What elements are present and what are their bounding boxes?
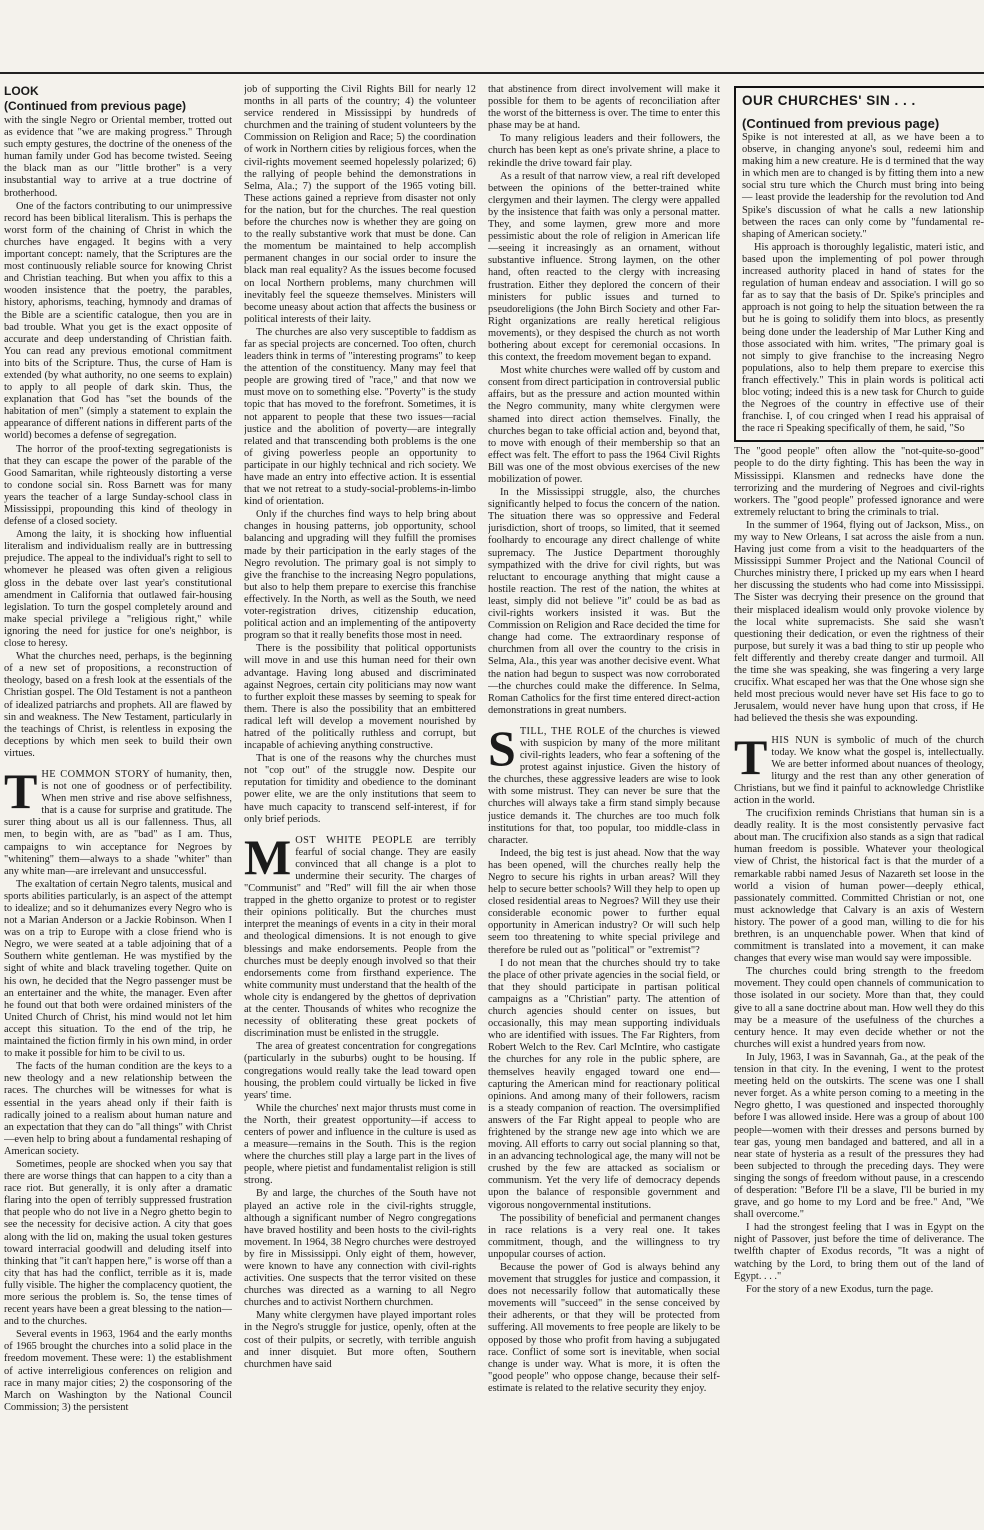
lead-in: HIS NUN: [771, 734, 819, 746]
dropcap-paragraph: [488, 719, 720, 847]
paragraph: That is one of the reasons why the churches must not "cop out" of the struggle now. Despite our reputation for timidity and obedience to the dominant power elite, we are the only institutions that seem to have much capacity to transcend self-interest, if for only brief periods.: [244, 753, 476, 825]
drop-cap: S: [488, 719, 516, 776]
paragraph: His approach is thoroughly legalistic, materi istic, and based upon the implementing of pol power through increased authority placed in hand of states for the regulation of human endeav and association. I will go so far as to say that the basis of Dr. Spike's principles and approach is not going to help the situation between the ra but he is going to solidify them into blocs, as presently being done under the leadership of Mar Luther King and those associated with him. writes, "The primary goal is not simply to give franchise to the increasing Negro populations, also to help them prepare to exercise this franch effectively." This in plain words is political acti bloc voting; indeed this is a new task for Church to guide the Negroes of the country in effective use of their franchise. I, of cou cringed when I read his appraisal of the race ri Speaking specifically of them, he said, "So: [742, 241, 984, 435]
paragraph: There is the possibility that political opportunists will move in and use this human need for their own advantage. Having long abused and discriminated against Negroes, certain city politicians may now want to further exploit these masses by seeming to speak for them. There is also the possibility that an embittered radical left will develop a movement nourished by hatred of the politically ruthless and corrupt, but incapable of achieving anything constructive.: [244, 643, 476, 752]
column-2: [244, 84, 476, 1494]
paragraph-text: is symbolic of much of the church today. We know what the gospel is, intellectually. We are better informed about nuances of theology, liturgy and the rest than any other generation of Christians, but we find it painful to acknowledge Christlike action in the world.: [734, 734, 984, 806]
paragraph: The exaltation of certain Negro talents, musical and sports abilities particularly, is an aspect of the attempt to idealize; and so it dehumanizes every Negro who is not a Marian Anderson or a Jackie Robinson. When I was on a trip to Europe with a close friend who is Negro, we were seated at a table adjoining that of a Southern white gentleman. He was mystified by the sight of white and black traveling together. Quite on his own, he decided that the Negro passenger must be an entertainer and the white, the manager. Even after he found out that both were ordained ministers of the United Church of Christ, his mind would not let him accept this situation. To the end of the trip, he maintained the fiction firmly in his own mind, in order to make it possible for him to be civil to us.: [4, 878, 232, 1060]
paragraph: The possibility of beneficial and permanent changes in race relations is a very real one. It takes commitment, though, and the willingness to try unpopular courses of action.: [488, 1212, 720, 1260]
dropcap-paragraph: [734, 728, 984, 808]
paragraph: The facts of the human condition are the keys to a new theology and a new relationship between the races. The churches will be witnesses for what is essential in the years ahead only if their faith is radically joined to a realism about human nature and an expectation that they can do "all things" with Christ—even help to bring about a fundamental reshaping of American society.: [4, 1061, 232, 1157]
paragraph: with the single Negro or Oriental member, trotted out as evidence that "we are making progress." Through such empty gestures, the doctrine of the oneness of the human family under God has become twisted. Seeing the black man as our "little brother" is a very insubstantial way to arrive at a true doctrine of brotherhood.: [4, 115, 232, 199]
drop-cap: T: [734, 728, 768, 785]
paragraph: Most white churches were walled off by custom and consent from direct participation in controversial public affairs, but as the pressure and action mounted within the Negro community, many white clergymen were shamed into direct action themselves. Finally, the churches began to take official action and, beyond that, to move with enough of their membership so that an effect was felt. The effort to pass the 1964 Civil Rights Bill was one of the most obvious exercises of the new mobilization of power.: [488, 365, 720, 485]
dropcap-paragraph: [4, 762, 232, 878]
paragraph: Because the power of God is always behind any movement that struggles for justice and compassion, it does not necessarily follow that automatically these movements will "succeed" in the sense conceived by their adherents, or that they will be protected from suffering. All movements to free people are likely to be opposed by those who profit from having a subjugated race. Conflict of some sort is inevitable, when social change is under way. What is more, it is often the "good people" who oppose change, because their self-estimate is related to the relative security they enjoy.: [488, 1262, 720, 1394]
drop-cap: M: [244, 828, 292, 885]
paragraph: The churches could bring strength to the freedom movement. They could open channels of communication to those isolated in our society. More than that, they could give to all a sane doctrine about man. How well they do this may be a measure of the usefulness of the churches a century hence. It may even decide whether or not the churches will exist a hundred years from now.: [734, 966, 984, 1050]
continued-label: (Continued from previous page): [742, 116, 940, 131]
dropcap-paragraph: [244, 828, 476, 1041]
column-1: [4, 84, 232, 1494]
paragraph: Indeed, the big test is just ahead. Now that the way has been opened, will the churches really help the Negro to secure his rights in urban areas? Will they help to secure better schools? Will they help to open up closed residential areas to Negroes? Will they use their considerable economic power to further equal opportunity in American industry? Or will such help seem too threatening to white special privilege and therefore be ruled out as "political" or "extremist"?: [488, 847, 720, 956]
paragraph-text: are terribly fearful of social change. They are easily convinced that all change is a plot to undermine their security. The charges of "Communist" and "Red" will fill the air when those trapped in the ghetto organize to protest or to register their opinions politically. But the churches must interpret the meanings of events in a city in their moral and theological dimensions. It is not enough to give blessings and make endorsements. People from the churches must be deeply enough involved so that their endorsements come from firsthand experience. The white community must understand that the health of the whole city is endangered by the ghettos of deprivation at the center. Thousands of whites who recognize the necessity of obliterating these great pockets of discrimination must be enlisted in the struggle.: [244, 834, 476, 1040]
lead-in: OST WHITE PEOPLE: [295, 834, 413, 846]
paragraph: While the churches' next major thrusts must come in the North, their greatest opportunity—if access to centers of power and influence in the culture is used as a measure—remains in the South. This is the region where the churches still play a large part in the lives of people, where pietist and fundamentalist religion is still strong.: [244, 1102, 476, 1187]
paragraph: Several events in 1963, 1964 and the early months of 1965 brought the churches into a solid place in the freedom movement. These were: 1) the establishment of active interreligious conferences on religion and race in many major cities; 2) the cosponsoring of the March on Washington by the National Council Commission; 3) the persistent: [4, 1329, 232, 1413]
paragraph: To many religious leaders and their followers, the church has been kept as one's private shrine, a place to rekindle the drive toward fair play.: [488, 133, 720, 169]
paragraph-text: of the churches is viewed with suspicion by many of the more militant civil-rights leaders, who fear a softening of the protest against injustice. Given the history of the churches, these aggressive leaders are wise to look with some mistrust. They can never be sure that the churches will always take a firm stand simply because justice demands it. The churches are too much folk institutions for that, too popular, too middle-class in character.: [488, 725, 720, 846]
column-4: [734, 84, 984, 1494]
paragraph: Only if the churches find ways to help bring about changes in housing patterns, job opportunity, school balancing and upgrading will they fulfill the promises made by their participation in the early stages of the Negro revolution. The primary goal is not simply to give the franchise to the increasing Negro populations, but also to help them prepare to exercise this franchise effectively. In the North, as well as the South, we need voter-registration drives, citizenship education, political action and an implementing of the antipoverty program so that it really benefits those most in need.: [244, 509, 476, 642]
paragraph: Among the laity, it is shocking how influential literalism and individualism really are in buttressing prejudice. The appeal to the individual's right to sell to whomever he pleased was often given a religious gloss in the debate over last year's constitutional amendment in California that outlawed fair-housing legislation. To turn the gospel completely around and make special privilege a "religious right," while ignoring the need for justice for one's neighbor, is close to heresy.: [4, 529, 232, 650]
continued-label: (Continued from previous page): [4, 99, 187, 113]
paragraph: I had the strongest feeling that I was in Egypt on the night of Passover, just before the time of deliverance. The twelfth chapter of Exodus records, "It was a night of watching by the Lord, to bring them out of the land of Egypt. . . .": [734, 1222, 984, 1282]
paragraph: As a result of that narrow view, a real rift developed between the opinions of the better-trained white clergymen and their laymen. The clergy were appalled by the insistence that faith was only a personal matter. They, and some laymen, grew more and more pessimistic about the role of religion in American life—seeing it increasingly as an ornament, without substantive influence. Strong laymen, on the other hand, often reacted to the clergy with increasing frustration. Either they deplored the concern of their ministers for public issues and turned to pseudoreligions (the John Birch Society and other Far-Right organizations are really heretical religious movements), or they despised the church as not worth bothering about except for ceremonial occasions. In this context, the freedom movement began to expand.: [488, 170, 720, 364]
paragraph: The crucifixion reminds Christians that human sin is a deadly reality. It is the most consistently pervasive fact about man. The crucifixion also stands as a sign that radical human freedom is possible. Whatever your theological view of Christ, the historical fact is that the murder of a remarkable rabbi named Jesus of Nazareth set loose in the world a vision of human power—deeply ethical, passionately committed. Committed Christian or not, one must acknowledge that Calvary is an axis of Western history. The power of a good man, willing to die for his brethren, is an unquenchable power. When that kind of commitment is translated into a movement, it can make changes that every wise man would say were impossible.: [734, 808, 984, 965]
paragraph: By and large, the churches of the South have not played an active role in the civil-rights struggle, although a significant number of Negro congregations have braved hostility and been hosts to the civil-rights movement. In 1964, 38 Negro churches were destroyed by fire in Mississippi. Only eight of them, however, were known to have any connection with civil-rights activities. One suspects that the terror visited on these churches was directed as a warning to all Negro churches and to activist Northern churchmen.: [244, 1188, 476, 1309]
top-rule: [0, 72, 984, 74]
drop-cap: T: [4, 762, 38, 819]
paragraph: Many white clergymen have played important roles in the Negro's struggle for justice, openly, often at the cost of their pulpits, or secretly, with terrible anguish and inner disquiet. But more often, Southern churchmen have said: [244, 1310, 476, 1370]
paragraph: The "good people" often allow the "not-quite-so-good" people to do the dirty fighting. This has been the way in Mississippi. Klansmen and rednecks have done the terrorizing and the murdering of Negroes and civil-rights workers. The "good people" professed ignorance and were extremely reluctant to bring the criminals to trial.: [734, 446, 984, 518]
section-header-look: LOOK: [4, 84, 39, 98]
section-header-our-churches-sin: OUR CHURCHES' SIN . . .: [742, 93, 916, 108]
paragraph: The horror of the proof-texting segregationists is that they can escape the power of the parable of the Good Samaritan, while righteously distorting a verse to condone social sin. Ross Barnett was for many years the teacher of a large Sunday-school class in Mississippi, propounding this kind of theology in defense of a closed society.: [4, 443, 232, 528]
paragraph: The churches are also very susceptible to faddism as far as special projects are concerned. Too often, church leaders think in terms of "interesting programs" to keep the attention of the constituency. Many may feel that people are growing tired of "race," and that now we must move on to something else. "Poverty" is the study topic that has moved to the forefront. Sometimes, it is not apparent to people that these two issues—racial justice and the abolition of poverty—are integrally related and that transcending both problems is the one of giving powerless people an opportunity to participate in our highly technical and rich society. We have made an entry into effective action. It is essential that we not retreat to a study-social-problems-in-limbo kind of orientation.: [244, 326, 476, 508]
paragraph: What the churches need, perhaps, is the beginning of a new set of propositions, a reconstruction of theology, based on a fresh look at the essentials of the Christian gospel. The Old Testament is not a pantheon of idealized patriarchs and prophets. All are flawed by sin and weakness. The New Testament, particularly in the teachings of Christ, is relentless in exposing the deceptions by which men seek to build their own virtues.: [4, 651, 232, 759]
column-3: [488, 84, 720, 1494]
boxed-excerpt: [734, 86, 984, 442]
paragraph: job of supporting the Civil Rights Bill for nearly 12 months in all parts of the country; 4) the volunteer service rendered in Mississippi by hundreds of churchmen and the training of student volunteers by the Commission on Religion and Race; 5) the coordination of work in Northern cities by religious forces, when the civil-rights movement seemed hopelessly polarized; 6) the rallying of people behind the demonstrations in Selma, Ala.; 7) the support of the 1965 voting bill. These actions gained a reprieve from disaster not only for the nation, but for the churches. The real question before the churches now is whether they are going on to the really substantive work that must be done. Can the momentum be maintained to help accomplish permanent changes in our social order to insure the black man real equality? As the issues become focused on local Northern problems, many churchmen will inevitably feel the squeeze themselves. Ministers will become uneasy about action that affects the business or political interests of their laity.: [244, 84, 476, 325]
paragraph: In July, 1963, I was in Savannah, Ga., at the peak of the tension in that city. In the evening, I went to the protest meeting held on the outskirts. The scene was one I shall never forget. As a white person coming to a meeting in the Negro ghetto, I was questioned and inspected thoroughly before I was allowed inside. Here was a group of about 100 people—women with their dresses and persons burned by tear gas, young men bandaged and battered, and all in a near state of hysteria as a result of the pressures they had been subjected to through the preceding days. They were singing the songs of freedom without pause, in a crescendo of desperation: "Before I'll be a slave, I'll be buried in my grave, and go home to my Lord and be free." And, "We shall overcome.": [734, 1051, 984, 1221]
page-footer-margin: [0, 1500, 984, 1530]
lead-in: TILL, THE ROLE: [519, 725, 606, 737]
paragraph: For the story of a new Exodus, turn the page.: [746, 1283, 934, 1295]
paragraph: Sometimes, people are shocked when you say that there are worse things that can happen to a city than a race riot. But generally, it is only after a dramatic flaring into the open of terribly suppressed frustration that people who do not live in a Negro ghetto begin to see the necessity for decisive action. A city that goes along with the lid on, making the usual token gestures toward interracial goodwill and deluding itself into thinking that "it can't happen here," is worse off than a city that has had the conflict, terrible as it is, made fully visible. The higher the complacency quotient, the more serious the problem is. So, the tense times of recent years have been a great blessing to the nation—and to the churches.: [4, 1158, 232, 1328]
paragraph: One of the factors contributing to our unimpressive record has been biblical literalism. This is perhaps the worst form of the chaining of Christ in which the churches have engaged. It begins with a very important concept: namely, that the Scriptures are the most continuously reliable source for knowing Christ and Christian teaching. But when you affix to this a wooden insistence that the poetry, the parables, history, aphorisms, teaching, hymnody and dramas of the Bible are a scientific catalogue, then you are in bad trouble. What you get is the exact opposite of accurate and deep understanding of Christian faith. You can read any previous emotional commitment into bits of the Scripture. Thus, the curse of Ham is extended (by what authority, no one seems to explain) to apply to all people of dark skin. Thus, the explanation that God has "set the bounds of the habitation of men" (simply a statement to explain the appearance of different nations in different parts of the world) becomes a defense of segregation.: [4, 200, 232, 442]
lead-in: HE COMMON STORY: [41, 768, 151, 780]
paragraph: In the summer of 1964, flying out of Jackson, Miss., on my way to New Orleans, I sat across the aisle from a nun. Having just come from a visit to the headquarters of the Mississippi Summer Project and the National Council of Churches ministry there, I pricked up my ears when I heard her discussing the students who had come into Mississippi. The Sister was decrying their presence on the ground that their misplaced idealism would only provoke violence by the local white supremacists. She said she wasn't questioning their dedication, or even the rightness of their purpose, but surely it was a bad thing to stir up people who felt differently and thereby create danger and turmoil. All the time she was speaking, she was fingering a very large crucifix. What escaped her was that the One whose sign she held most precious would never have set His face to go to Jerusalem, would never have hung upon that cross, if He had believed the thesis she was expounding.: [734, 519, 984, 725]
paragraph: that abstinence from direct involvement will make it possible for them to be agents of reconciliation after the worst of the bitterness is over. The time to enter this phase may be at hand.: [488, 84, 720, 132]
paragraph: The area of greatest concentration for congregations (particularly in the suburbs) ought to be housing. If congregations would really take the lead toward open housing, the problem could virtually be licked in five years' time.: [244, 1041, 476, 1101]
paragraph: I do not mean that the churches should try to take the place of other private agencies in the social field, or that they should participate in partisan political campaigns as a "Christian" party. The attention of church agencies should center on issues, but occasionally, this may mean supporting individuals who are identified with issues. The Far Righters, from Robert Welch to the Rev. Carl McIntire, who castigate the churches for any role in the public sphere, are themselves heavily engaged toward one end—capturing the American mind for reactionary political opinions. And among many of their followers, racism is a steady companion of reaction. The oversimplified answers of the Far Right appeal to people who are frightened by the strange new age into which we are moving. All efforts to carry out social planning so that, in an advancing technological age, the many will not be crushed by the few are attacked as socialism or communism. Yet the very life of democracy depends upon the balance of responsible government and vigorous nongovernmental institutions.: [488, 957, 720, 1211]
paragraph: Spike is not interested at all, as we have been a to observe, in changing anyone's soul, redeemi him and making him a new creature. He is d termined that the way in which men are to changed is by fitting them into a new social stru ture which the Church must bring into being — least provide the leadership for the revolution tod And Spike's discussion of what he calls a new lationship between the races can only come by "fundamental re-shaping of American society.": [742, 132, 984, 240]
paragraph-text: of humanity, then, is not one of goodness or of perfectibility. When men strive and rise above selfishness, that is a cause for surprise and gratitude. The surer thing about us all is our fallenness. Thus, all men, to begin with, are as "bad" as I am. Thus, campaigns to win acceptance for Negroes by "whitening" them—always to a shade "whiter" than any white man—are irrelevant and unsuccessful.: [4, 768, 232, 877]
paragraph: In the Mississippi struggle, also, the churches significantly helped to focus the concern of the nation. The situation there was so oppressive and Federal jurisdiction, short of troops, so limited, that it seemed foolhardy to encourage any direct challenge of white supremacy. The Justice Department thoroughly sympathized with the drive for civil rights, but was reluctant to encourage anything that might cause a hostile reaction. The rest of the nation, the whites at least, simply did not believe "it" could be as bad as civil-rights workers insisted it was. But the Commission on Religion and Race decided the time for change had come. The extraordinary response of churchmen from all over the country to the crisis in Selma, Ala., this year was another decisive event. What the nation had begun to suspect was now corroborated—the churches could make the difference. In Selma, Roman Catholics for the first time entered direct-action demonstrations in great numbers.: [488, 487, 720, 716]
